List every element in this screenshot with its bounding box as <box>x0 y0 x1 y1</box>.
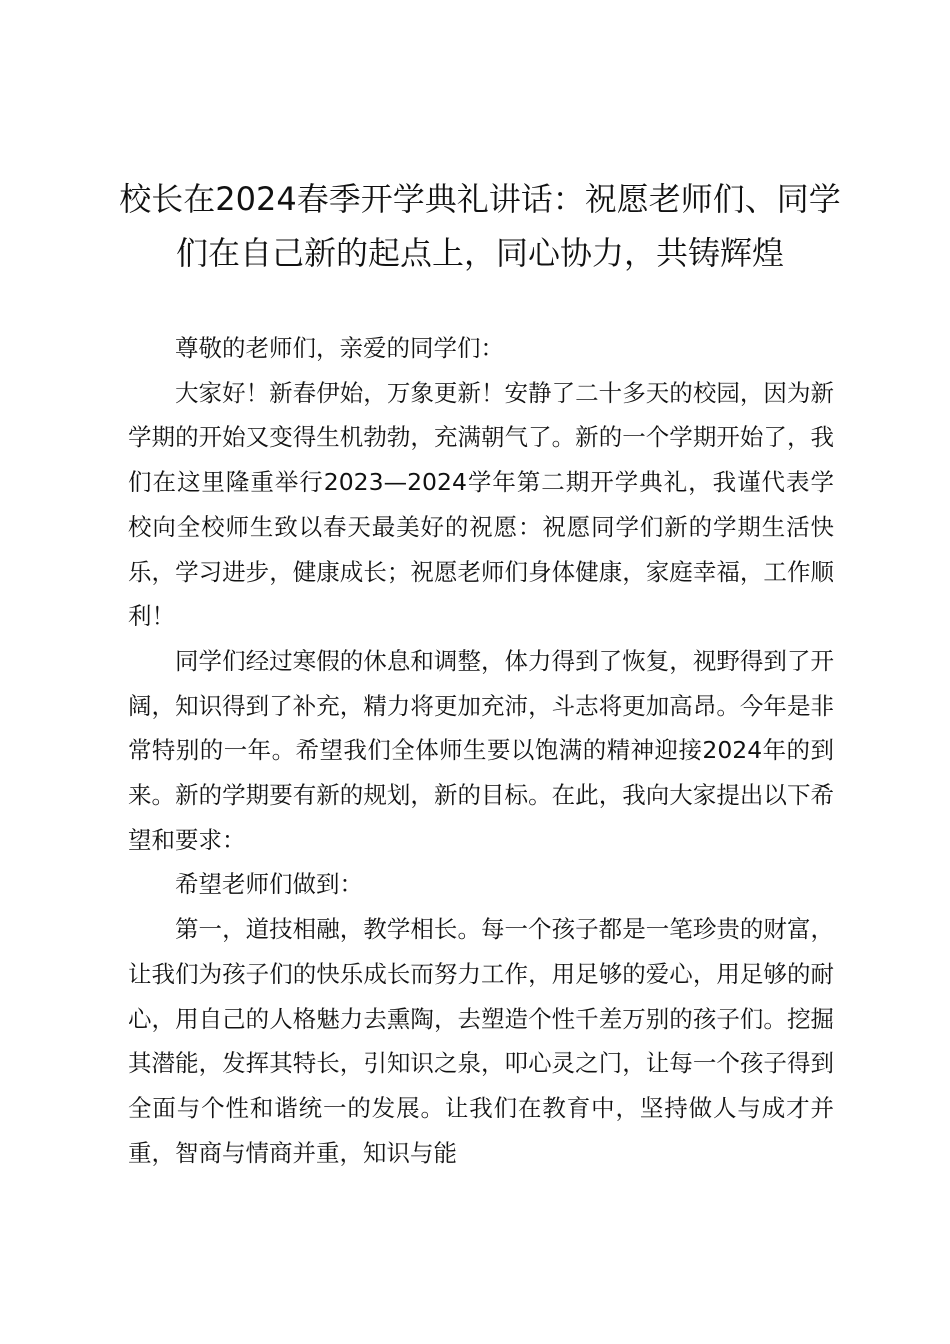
paragraph-opening: 大家好！新春伊始，万象更新！安静了二十多天的校园，因为新学期的开始又变得生机勃勃，充满朝气了。新的一个学期开始了，我们在这里隆重举行2023—2024学年第二期开学典礼，我谨代表学校向全校师生致以春天最美好的祝愿：祝愿同学们新的学期生活快乐，学习进步，健康成长；祝愿老师们身体健康，家庭幸福，工作顺利！ <box>128 378 834 631</box>
document-title: 校长在2024春季开学典礼讲话：祝愿老师们、同学们在自己新的起点上，同心协力，共铸辉煌 <box>119 180 841 272</box>
paragraph-greeting: 尊敬的老师们，亲爱的同学们： <box>175 334 504 362</box>
document-body <box>128 326 834 1175</box>
paragraph-teachers-heading: 希望老师们做到： <box>175 870 363 899</box>
paragraph-hopes: 同学们经过寒假的休息和调整，体力得到了恢复，视野得到了开阔，知识得到了补充，精力将更加充沛，斗志将更加高昂。今年是非常特别的一年。希望我们全体师生要以饱满的精神迎接2024年的到来。新的学期要有新的规划，新的目标。在此，我向大家提出以下希望和要求： <box>128 646 834 854</box>
paragraph-first-point: 第一，道技相融，教学相长。每一个孩子都是一笔珍贵的财富，让我们为孩子们的快乐成长而努力工作，用足够的爱心，用足够的耐心，用自己的人格魅力去熏陶，去塑造个性千差万别的孩子们。挖掘其潜能，发挥其特长，引知识之泉，叩心灵之门，让每一个孩子得到全面与个性和谐统一的发展。让我们在教育中，坚持做人与成才并重，智商与情商并重，知识与能 <box>128 915 834 1167</box>
